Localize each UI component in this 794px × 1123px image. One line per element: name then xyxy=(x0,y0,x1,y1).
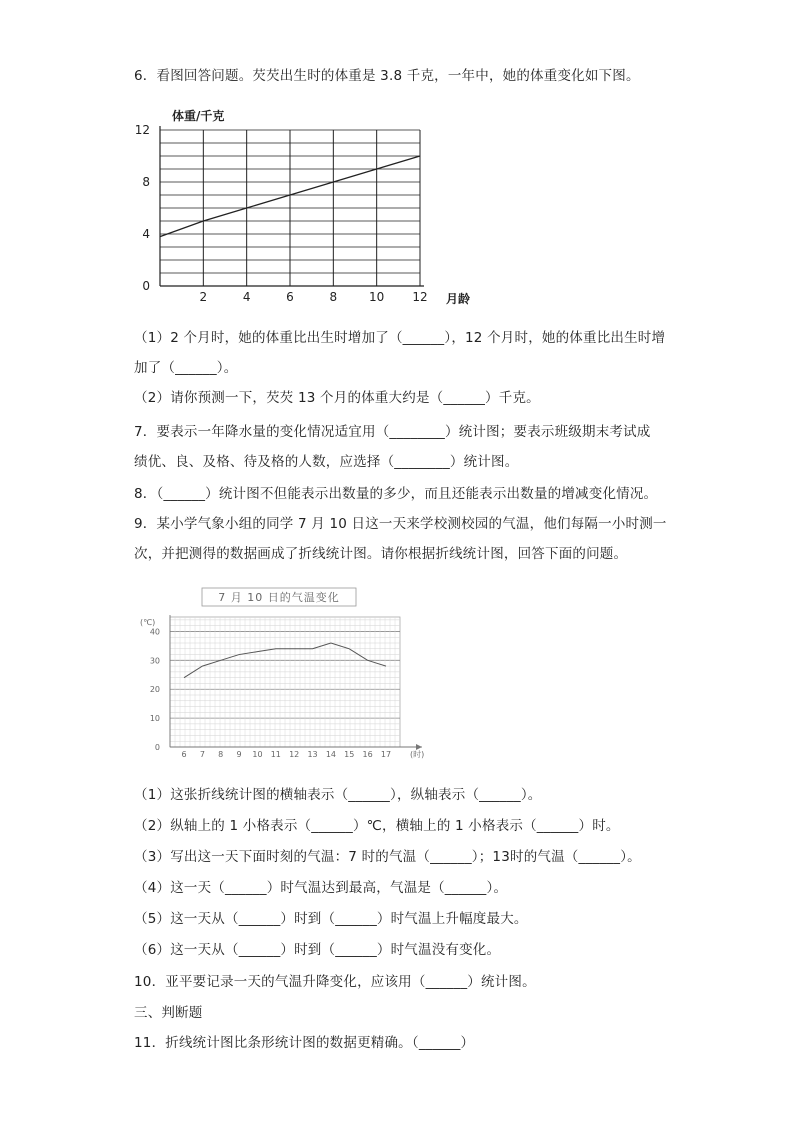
q9-sub1: （1）这张折线统计图的横轴表示（______），纵轴表示（______）。 xyxy=(134,787,542,803)
q6-sub2: （2）请你预测一下，芡芡 13 个月的体重大约是（______）千克。 xyxy=(134,390,540,406)
y-tick-label: 40 xyxy=(149,627,160,637)
x-tick-label: 12 xyxy=(412,290,428,304)
x-tick-label: 6 xyxy=(181,750,187,759)
chart-title: 7 月 10 日的气温变化 xyxy=(218,591,340,604)
x-axis-label: 月龄 xyxy=(446,292,471,306)
x-tick-label: 15 xyxy=(344,750,355,759)
q9-stem-a: 9．某小学气象小组的同学 7 月 10 日这一天来学校测校园的气温，他们每隔一小时测一 xyxy=(134,516,667,532)
x-tick-label: 14 xyxy=(325,750,337,759)
weight-chart-svg xyxy=(130,100,490,312)
x-tick-label: 9 xyxy=(236,750,242,759)
y-tick-label: 0 xyxy=(142,279,150,293)
x-tick-label: 16 xyxy=(362,750,373,759)
q10: 10．亚平要记录一天的气温升降变化，应该用（______）统计图。 xyxy=(134,974,536,990)
q9-stem-b: 次，并把测得的数据画成了折线统计图。请你根据折线统计图，回答下面的问题。 xyxy=(134,546,628,562)
temperature-line-chart xyxy=(138,584,438,768)
x-tick-label: 17 xyxy=(380,750,392,759)
y-tick-label: 8 xyxy=(142,175,150,189)
weight-line-chart xyxy=(130,100,490,316)
y-tick-label: 4 xyxy=(142,227,150,241)
q8: 8．（______）统计图不但能表示出数量的多少，而且还能表示出数量的增减变化情况。 xyxy=(134,486,658,502)
section-3-heading: 三、判断题 xyxy=(134,1005,203,1021)
q6-sub1-b: 加了（______）。 xyxy=(134,360,238,376)
q6-stem: 6．看图回答问题。芡芡出生时的体重是 3.8 千克，一年中，她的体重变化如下图。 xyxy=(134,68,640,84)
q6-sub1-a: （1）2 个月时，她的体重比出生时增加了（______），12 个月时，她的体重比出生时增 xyxy=(134,330,666,346)
q9-sub2: （2）纵轴上的 1 小格表示（______）℃，横轴上的 1 小格表示（______）时。 xyxy=(134,818,620,834)
y-axis-label: (℃) xyxy=(140,618,156,627)
x-tick-label: 2 xyxy=(199,290,208,304)
q11: 11．折线统计图比条形统计图的数据更精确。（______） xyxy=(134,1035,475,1051)
q9-sub3: （3）写出这一天下面时刻的气温：7 时的气温（______）；13时的气温（______）。 xyxy=(134,849,641,865)
q7-line-b: 绩优、良、及格、待及格的人数，应选择（________）统计图。 xyxy=(134,454,519,470)
x-axis-label: (时) xyxy=(410,750,425,759)
x-tick-label: 12 xyxy=(289,750,300,759)
x-tick-label: 4 xyxy=(242,290,251,304)
y-tick-label: 10 xyxy=(149,714,160,724)
q9-sub5: （5）这一天从（______）时到（______）时气温上升幅度最大。 xyxy=(134,911,528,927)
x-tick-label: 10 xyxy=(252,750,263,759)
x-tick-label: 13 xyxy=(307,750,318,759)
x-tick-label: 8 xyxy=(218,750,224,759)
q9-sub4: （4）这一天（______）时气温达到最高，气温是（______）。 xyxy=(134,880,508,896)
y-axis-label: 体重/千克 xyxy=(172,109,225,123)
x-tick-label: 11 xyxy=(270,750,281,759)
temperature-chart-svg xyxy=(138,584,438,764)
x-tick-label: 7 xyxy=(199,750,205,759)
x-tick-label: 8 xyxy=(329,290,338,304)
y-tick-label: 20 xyxy=(149,685,160,695)
q9-sub6: （6）这一天从（______）时到（______）时气温没有变化。 xyxy=(134,942,501,958)
x-tick-label: 6 xyxy=(286,290,294,304)
x-tick-label: 10 xyxy=(369,290,385,304)
y-tick-label: 12 xyxy=(134,123,150,137)
y-tick-label: 0 xyxy=(154,743,160,752)
y-tick-label: 30 xyxy=(149,656,160,666)
q7-line-a: 7．要表示一年降水量的变化情况适宜用（________）统计图；要表示班级期末考试成 xyxy=(134,424,651,440)
